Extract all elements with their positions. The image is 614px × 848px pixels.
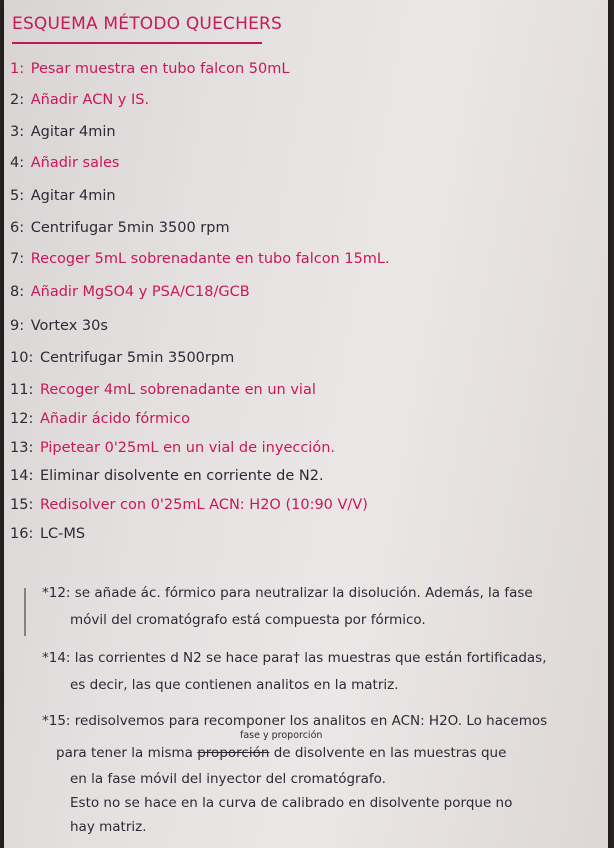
margin-line (24, 588, 26, 636)
note-12 (42, 584, 533, 629)
step-text: Eliminar disolvente en corriente de N2. (39, 468, 324, 484)
note-line: *15: redisolvemos para recomponer los analitos en ACN: H2O. Lo hacemos (42, 713, 548, 729)
note-line: en la fase móvil del inyector del cromatógrafo. (70, 771, 386, 787)
note-line: *14: las corrientes d N2 se hace para† las muestras que están fortificadas, (42, 650, 547, 666)
step-1 (10, 60, 289, 78)
note-line (42, 744, 547, 762)
step-text: Añadir ácido fórmico (39, 411, 191, 427)
step-text: Añadir sales (30, 155, 120, 171)
step-number: 6: (10, 220, 25, 236)
note-fragment: para tener la misma (56, 745, 193, 761)
step-text: Pipetear 0'25mL en un vial de inyección. (39, 440, 336, 456)
step-9 (10, 317, 108, 335)
step-number: 12: (10, 411, 34, 427)
step-number: 1: (10, 61, 25, 77)
step-number: 3: (10, 124, 25, 140)
note-14 (42, 649, 547, 694)
step-8 (10, 283, 250, 301)
step-2 (10, 91, 149, 109)
note-line: Esto no se hace en la curva de calibrado en disolvente porque no (70, 795, 513, 811)
step-text: Redisolver con 0'25mL ACN: H2O (10:90 V/V) (39, 497, 368, 513)
note-fragment: de disolvente en las muestras que (273, 745, 507, 761)
step-text: Añadir ACN y IS. (30, 92, 150, 108)
step-16 (10, 525, 85, 543)
step-text: LC-MS (39, 526, 86, 542)
note-line: hay matriz. (70, 819, 147, 835)
step-text: Recoger 4mL sobrenadante en un vial (39, 382, 316, 398)
page-title: ESQUEMA MÉTODO QUECHERS (12, 14, 283, 34)
step-text: Recoger 5mL sobrenadante en tubo falcon 15mL. (30, 251, 390, 267)
step-15 (10, 496, 368, 514)
step-number: 16: (10, 526, 34, 542)
step-number: 8: (10, 284, 25, 300)
step-text: Centrifugar 5min 3500rpm (39, 350, 235, 366)
step-number: 10: (10, 350, 34, 366)
title-underline (12, 42, 262, 44)
step-12 (10, 410, 190, 428)
step-10 (10, 349, 234, 367)
step-number: 9: (10, 318, 25, 334)
step-3 (10, 123, 116, 141)
step-4 (10, 154, 119, 172)
struck-word: proporción (197, 745, 270, 761)
note-line: es decir, las que contienen analitos en la matriz. (70, 677, 399, 693)
step-number: 5: (10, 188, 25, 204)
step-text: Centrifugar 5min 3500 rpm (30, 220, 230, 236)
paper-sheet (4, 0, 608, 848)
step-number: 14: (10, 468, 34, 484)
step-number: 15: (10, 497, 34, 513)
handwritten-insertion: fase y proporción (240, 730, 323, 741)
step-11 (10, 381, 316, 399)
step-text: Añadir MgSO4 y PSA/C18/GCB (30, 284, 250, 300)
step-text: Agitar 4min (30, 188, 116, 204)
note-line: *12: se añade ác. fórmico para neutralizar la disolución. Además, la fase (42, 585, 533, 601)
step-text: Pesar muestra en tubo falcon 50mL (30, 61, 290, 77)
step-7 (10, 250, 390, 268)
step-14 (10, 467, 324, 485)
step-6 (10, 219, 230, 237)
step-number: 13: (10, 440, 34, 456)
step-text: Agitar 4min (30, 124, 116, 140)
note-line: móvil del cromatógrafo está compuesta por fórmico. (70, 612, 426, 628)
step-text: Vortex 30s (30, 318, 108, 334)
step-number: 2: (10, 92, 25, 108)
step-number: 7: (10, 251, 25, 267)
step-number: 4: (10, 155, 25, 171)
step-number: 11: (10, 382, 34, 398)
step-5 (10, 187, 116, 205)
step-13 (10, 439, 335, 457)
